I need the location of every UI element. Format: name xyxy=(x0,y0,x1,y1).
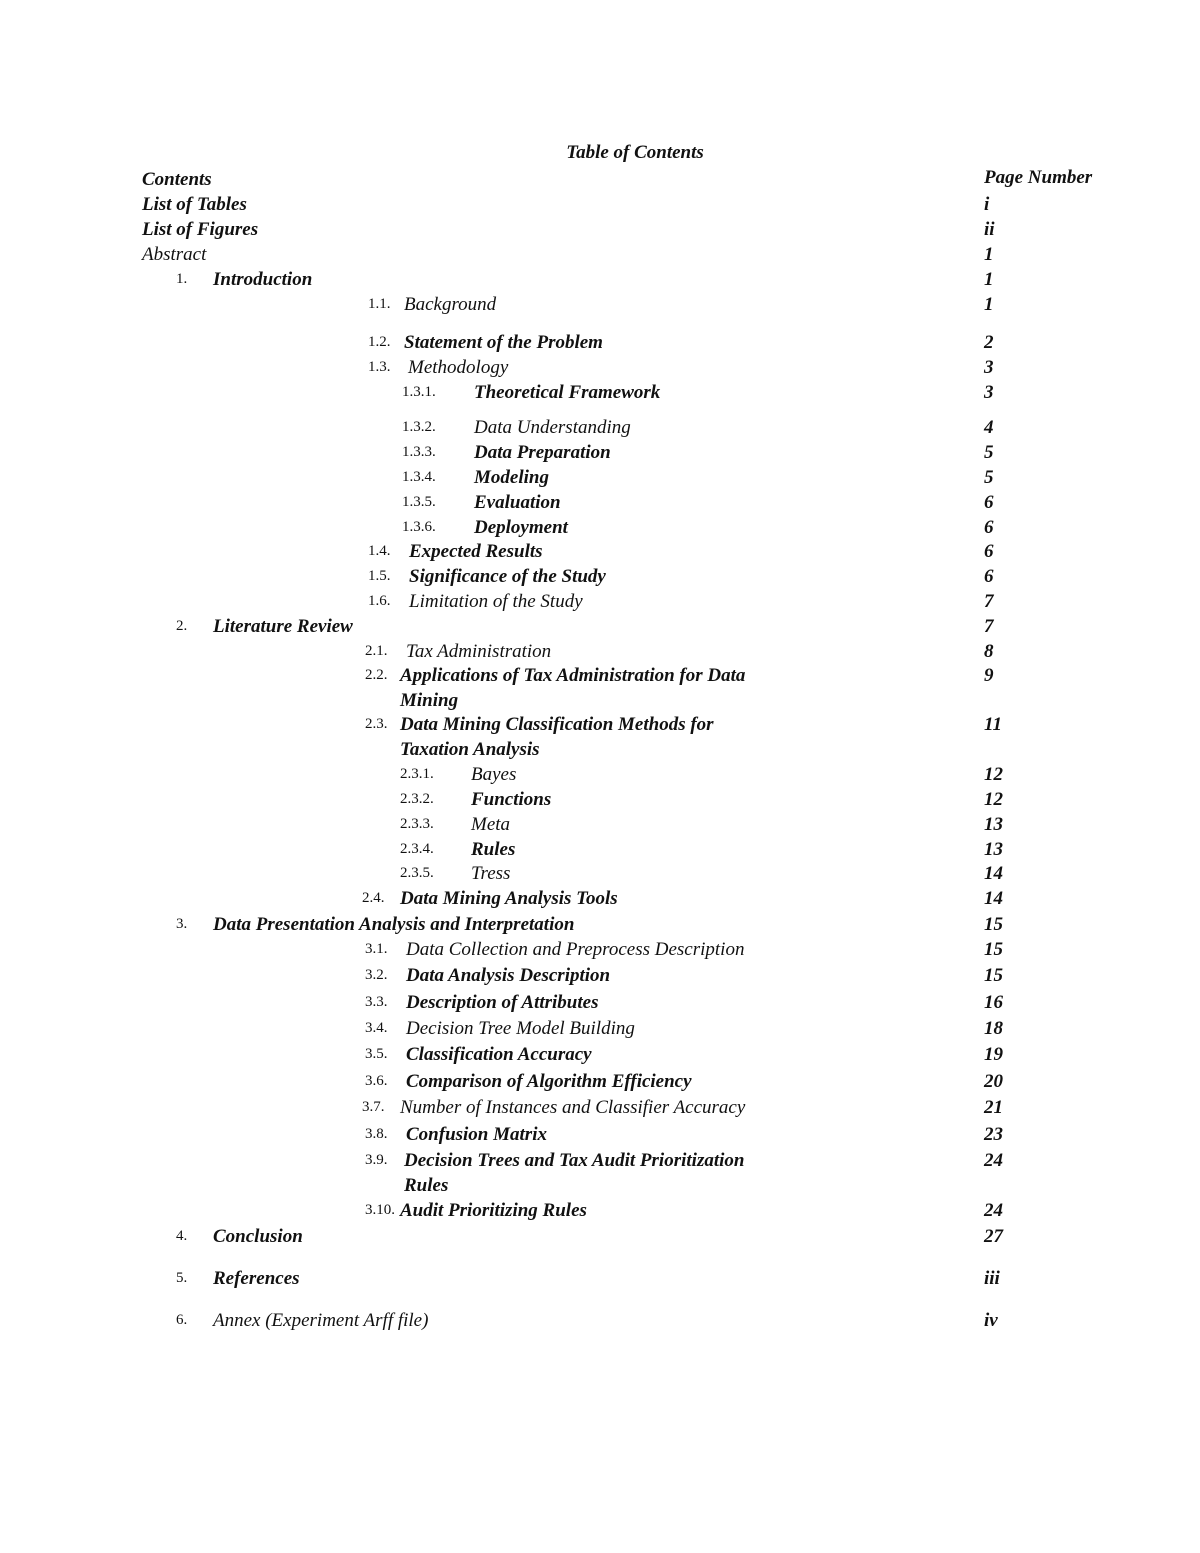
toc-entry-label: Decision Tree Model Building xyxy=(406,1018,635,1039)
toc-entry-label: Functions xyxy=(471,789,552,810)
toc-entry-number: 1.1. xyxy=(368,296,391,312)
toc-entry-label: Theoretical Framework xyxy=(474,382,661,403)
toc-entry-label: Annex (Experiment Arff file) xyxy=(213,1310,429,1331)
page-title: Table of Contents xyxy=(566,142,704,163)
toc-entry-number: 2.3.3. xyxy=(400,816,434,832)
toc-entry-page: 7 xyxy=(984,591,994,612)
toc-entry-page: 13 xyxy=(984,814,1003,835)
toc-entry-label: Conclusion xyxy=(213,1226,303,1247)
toc-entry-number: 1.6. xyxy=(368,593,391,609)
toc-entry-number: 2.3.1. xyxy=(400,766,434,782)
toc-entry-page: 15 xyxy=(984,914,1003,935)
toc-entry-page: 6 xyxy=(984,492,994,513)
toc-entry-label: References xyxy=(213,1268,300,1289)
toc-entry-label: Limitation of the Study xyxy=(409,591,583,612)
toc-entry-page: 5 xyxy=(984,442,994,463)
toc-entry-page: 16 xyxy=(984,992,1003,1013)
toc-entry-number: 3.6. xyxy=(365,1073,388,1089)
toc-entry-number: 3.2. xyxy=(365,967,388,983)
toc-entry-page: 15 xyxy=(984,939,1003,960)
toc-entry-page: 13 xyxy=(984,839,1003,860)
page-number-column-label: Page Number xyxy=(984,167,1093,188)
toc-entry-number: 1.2. xyxy=(368,334,391,350)
toc-entry-label: Meta xyxy=(471,814,511,835)
toc-entry-number: 3.4. xyxy=(365,1020,388,1036)
toc-entry-number: 3.5. xyxy=(365,1046,388,1062)
toc-entry-number: 1.3.2. xyxy=(402,419,436,435)
toc-entry-number: 1.3.6. xyxy=(402,519,436,535)
toc-entry-page: iv xyxy=(984,1310,998,1331)
toc-entry-page: 5 xyxy=(984,467,994,488)
toc-entry-page: 14 xyxy=(984,888,1003,909)
toc-entry-page: 24 xyxy=(984,1200,1003,1221)
toc-entry-label-continuation: Rules xyxy=(404,1175,449,1196)
toc-entry-label: Rules xyxy=(471,839,516,860)
toc-entry-label: Significance of the Study xyxy=(409,566,606,587)
toc-entry-number: 1.3.3. xyxy=(402,444,436,460)
toc-entry-number: 2.4. xyxy=(362,890,385,906)
toc-entry-label: Decision Trees and Tax Audit Prioritization xyxy=(404,1150,745,1171)
toc-entry-number: 3.9. xyxy=(365,1152,388,1168)
toc-entry-number: 1.3.5. xyxy=(402,494,436,510)
toc-entry-number: 3.1. xyxy=(365,941,388,957)
toc-entry-page: 18 xyxy=(984,1018,1003,1039)
toc-entry-label: List of Figures xyxy=(142,219,259,240)
toc-entry-label: Introduction xyxy=(213,269,313,290)
toc-entry-label: Applications of Tax Administration for Data xyxy=(400,665,746,686)
contents-column-label: Contents xyxy=(142,169,212,190)
toc-entry-label: Data Presentation Analysis and Interpretation xyxy=(213,914,575,935)
toc-entry-number: 2. xyxy=(176,618,188,634)
toc-entry-label: Data Mining Classification Methods for xyxy=(400,714,714,735)
toc-entry-label: Data Mining Analysis Tools xyxy=(400,888,618,909)
toc-entry-label: Methodology xyxy=(408,357,509,378)
toc-entry-page: 2 xyxy=(984,332,994,353)
toc-entry-label: Classification Accuracy xyxy=(406,1044,592,1065)
toc-entry-page: i xyxy=(984,194,990,215)
toc-entry-label: Confusion Matrix xyxy=(406,1124,547,1145)
toc-entry-page: 9 xyxy=(984,665,994,686)
toc-entry-page: 21 xyxy=(984,1097,1003,1118)
toc-entry-number: 2.1. xyxy=(365,643,388,659)
toc-entry-label: List of Tables xyxy=(142,194,247,215)
toc-entry-label: Data Understanding xyxy=(474,417,631,438)
toc-entry-page: iii xyxy=(984,1268,1000,1289)
toc-entry-number: 1.3. xyxy=(368,359,391,375)
toc-entry-label-continuation: Taxation Analysis xyxy=(400,739,540,760)
toc-entry-label: Bayes xyxy=(471,764,517,785)
toc-entry-number: 3.7. xyxy=(362,1099,385,1115)
toc-entry-label: Expected Results xyxy=(409,541,543,562)
toc-entry-number: 3.10. xyxy=(365,1202,395,1218)
toc-entry-page: 15 xyxy=(984,965,1003,986)
toc-entry-number: 2.3. xyxy=(365,716,388,732)
toc-entry-page: 4 xyxy=(984,417,994,438)
toc-entry-number: 1.4. xyxy=(368,543,391,559)
toc-entry-label-continuation: Mining xyxy=(400,690,459,711)
toc-entry-page: 1 xyxy=(984,294,994,315)
toc-entry-label: Data Collection and Preprocess Description xyxy=(406,939,745,960)
toc-entry-number: 2.2. xyxy=(365,667,388,683)
toc-entry-label: Abstract xyxy=(142,244,207,265)
toc-entry-number: 4. xyxy=(176,1228,188,1244)
toc-entry-label: Tax Administration xyxy=(406,641,552,662)
toc-entry-label: Number of Instances and Classifier Accuracy xyxy=(400,1097,746,1118)
toc-entry-label: Modeling xyxy=(474,467,549,488)
toc-entry-page: 14 xyxy=(984,863,1003,884)
toc-entry-label: Statement of the Problem xyxy=(404,332,603,353)
toc-entry-number: 5. xyxy=(176,1270,188,1286)
toc-entry-number: 2.3.4. xyxy=(400,841,434,857)
toc-entry-page: 19 xyxy=(984,1044,1003,1065)
toc-entry-label: Tress xyxy=(471,863,511,884)
toc-entry-page: 7 xyxy=(984,616,994,637)
toc-entry-page: 3 xyxy=(984,357,994,378)
toc-entry-number: 3.3. xyxy=(365,994,388,1010)
toc-entry-page: 27 xyxy=(984,1226,1003,1247)
toc-entry-number: 3. xyxy=(176,916,188,932)
toc-entry-page: 23 xyxy=(984,1124,1003,1145)
toc-entry-label: Data Analysis Description xyxy=(406,965,611,986)
toc-entry-number: 2.3.5. xyxy=(400,865,434,881)
toc-entry-label: Background xyxy=(404,294,497,315)
toc-entry-page: ii xyxy=(984,219,995,240)
toc-entry-label: Literature Review xyxy=(213,616,353,637)
toc-entry-page: 1 xyxy=(984,244,994,265)
toc-entry-page: 8 xyxy=(984,641,994,662)
toc-entry-number: 2.3.2. xyxy=(400,791,434,807)
toc-entry-page: 12 xyxy=(984,789,1003,810)
toc-entry-number: 6. xyxy=(176,1312,188,1328)
toc-entry-page: 12 xyxy=(984,764,1003,785)
toc-entry-number: 1.3.1. xyxy=(402,384,436,400)
toc-entry-label: Comparison of Algorithm Efficiency xyxy=(406,1071,692,1092)
toc-entry-number: 1.3.4. xyxy=(402,469,436,485)
toc-entry-page: 3 xyxy=(984,382,994,403)
toc-entry-label: Audit Prioritizing Rules xyxy=(400,1200,587,1221)
toc-entry-number: 1.5. xyxy=(368,568,391,584)
toc-entry-label: Evaluation xyxy=(474,492,561,513)
toc-entry-label: Deployment xyxy=(474,517,568,538)
toc-entry-page: 6 xyxy=(984,541,994,562)
toc-entry-page: 11 xyxy=(984,714,1002,735)
toc-entry-label: Description of Attributes xyxy=(406,992,599,1013)
toc-entry-number: 3.8. xyxy=(365,1126,388,1142)
toc-entry-label: Data Preparation xyxy=(474,442,611,463)
toc-entry-number: 1. xyxy=(176,271,188,287)
toc-entry-page: 1 xyxy=(984,269,994,290)
toc-entry-page: 20 xyxy=(984,1071,1003,1092)
toc-entry-page: 6 xyxy=(984,517,994,538)
toc-entry-page: 6 xyxy=(984,566,994,587)
toc-entry-page: 24 xyxy=(984,1150,1003,1171)
